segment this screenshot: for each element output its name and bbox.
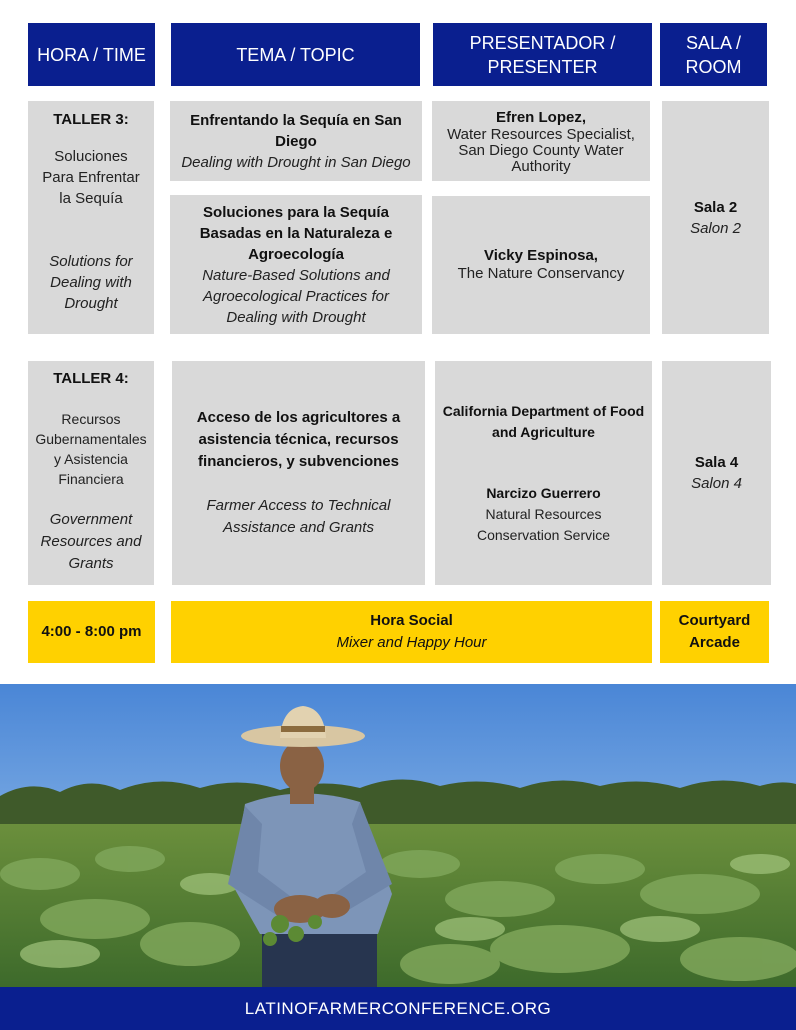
- taller4-title-es-line: y Asistencia: [54, 451, 128, 467]
- topic-en-line: Dealing with Drought in San Diego: [181, 153, 411, 171]
- taller4-presenter-cell: [435, 361, 652, 585]
- presenter-detail-line: Water Resources Specialist,: [447, 125, 635, 143]
- taller4-room-cell: [662, 361, 771, 585]
- taller3-room-cell: [662, 101, 769, 334]
- header-topic-label: TEMA / TOPIC: [236, 44, 355, 65]
- farmer-field-illustration: [0, 684, 796, 987]
- header-topic: [171, 23, 420, 86]
- taller4-time-cell: [28, 361, 154, 585]
- presenter-detail-line: The Nature Conservancy: [457, 265, 625, 282]
- presenter-detail-line: Conservation Service: [476, 526, 611, 543]
- topic-es-line: Agroecología: [248, 245, 344, 263]
- social-room-line: Courtyard: [678, 612, 751, 629]
- taller3-title-es-line: Para Enfrentar: [42, 169, 140, 186]
- presenter-name: Narcizo Guerrero: [486, 484, 601, 501]
- room-en: Salon 2: [690, 219, 741, 237]
- social-room-cell: [660, 601, 769, 663]
- taller4-title-es-line: Gubernamentales: [35, 431, 147, 447]
- taller4-title-es-line: Recursos: [61, 411, 121, 427]
- taller3-title-en-line: Drought: [64, 295, 118, 312]
- taller4-title-en-line: Resources and: [40, 533, 142, 550]
- website-link[interactable]: LATINOFARMERCONFERENCE.ORG: [244, 998, 552, 1018]
- taller3-title-en-line: Dealing with: [50, 274, 132, 291]
- taller4-title-en-line: Grants: [68, 555, 114, 572]
- header-presenter: [433, 23, 652, 86]
- topic-es-line: Diego: [275, 132, 317, 150]
- taller3-title-en-line: Solutions for: [49, 253, 133, 270]
- social-time: 4:00 - 8:00 pm: [41, 623, 142, 640]
- taller4-title-es-line: Financiera: [58, 471, 124, 487]
- topic-es-line: asistencia técnica, recursos: [198, 431, 399, 448]
- taller3-label: TALLER 3:: [53, 111, 129, 128]
- social-topic-cell: [171, 601, 652, 663]
- taller3-session2-topic: [170, 195, 422, 334]
- topic-en-line: Dealing with Drought: [226, 308, 366, 326]
- header-room-line2: ROOM: [685, 56, 742, 77]
- header-time-label: HORA / TIME: [37, 44, 146, 65]
- topic-es-line: Acceso de los agricultores a: [196, 409, 401, 426]
- room-es: Sala 2: [693, 198, 738, 216]
- topic-es-line: Soluciones para la Sequía: [203, 203, 389, 221]
- farmer-field-photo: [0, 684, 796, 987]
- social-title-en: Mixer and Happy Hour: [336, 634, 487, 651]
- topic-en-line: Nature-Based Solutions and: [202, 266, 390, 284]
- presenter-org-line: California Department of Food: [442, 402, 645, 419]
- social-title-es: Hora Social: [370, 612, 453, 629]
- taller3-session2-presenter: [432, 196, 650, 334]
- presenter-detail-line: San Diego County Water: [458, 141, 624, 159]
- topic-es-line: Basadas en la Naturaleza e: [199, 224, 393, 242]
- presenter-detail-line: Natural Resources: [485, 505, 602, 522]
- taller4-label: TALLER 4:: [53, 370, 129, 387]
- header-room: [660, 23, 767, 86]
- taller3-session1-presenter: [432, 101, 650, 181]
- taller3-title-es-line: la Sequía: [59, 190, 123, 207]
- presenter-detail-line: Authority: [511, 157, 571, 175]
- room-en: Salon 4: [691, 475, 742, 492]
- header-time: [28, 23, 155, 86]
- presenter-org-line: and Agriculture: [492, 423, 595, 440]
- topic-en-line: Farmer Access to Technical: [206, 497, 391, 514]
- topic-en-line: Assistance and Grants: [223, 519, 374, 536]
- header-presenter-line2: PRESENTER: [487, 56, 598, 77]
- header-presenter-line1: PRESENTADOR /: [469, 32, 616, 53]
- taller4-title-en-line: Government: [49, 511, 133, 528]
- header-room-line1: SALA /: [685, 32, 742, 53]
- footer-bar: [0, 987, 796, 1030]
- topic-es-line: financieros, y subvenciones: [198, 453, 399, 470]
- taller3-title-es-line: Soluciones: [54, 148, 128, 165]
- taller3-session1-topic: [170, 101, 422, 181]
- presenter-name: Efren Lopez,: [495, 108, 586, 126]
- social-time-cell: [28, 601, 155, 663]
- topic-es-line: Enfrentando la Sequía en San: [190, 111, 402, 129]
- taller4-topic-cell: [172, 361, 425, 585]
- presenter-name: Vicky Espinosa,: [484, 247, 598, 264]
- taller3-time-cell: [28, 101, 154, 334]
- room-es: Sala 4: [694, 454, 739, 471]
- social-room-line: Arcade: [689, 634, 740, 651]
- topic-en-line: Agroecological Practices for: [203, 287, 389, 305]
